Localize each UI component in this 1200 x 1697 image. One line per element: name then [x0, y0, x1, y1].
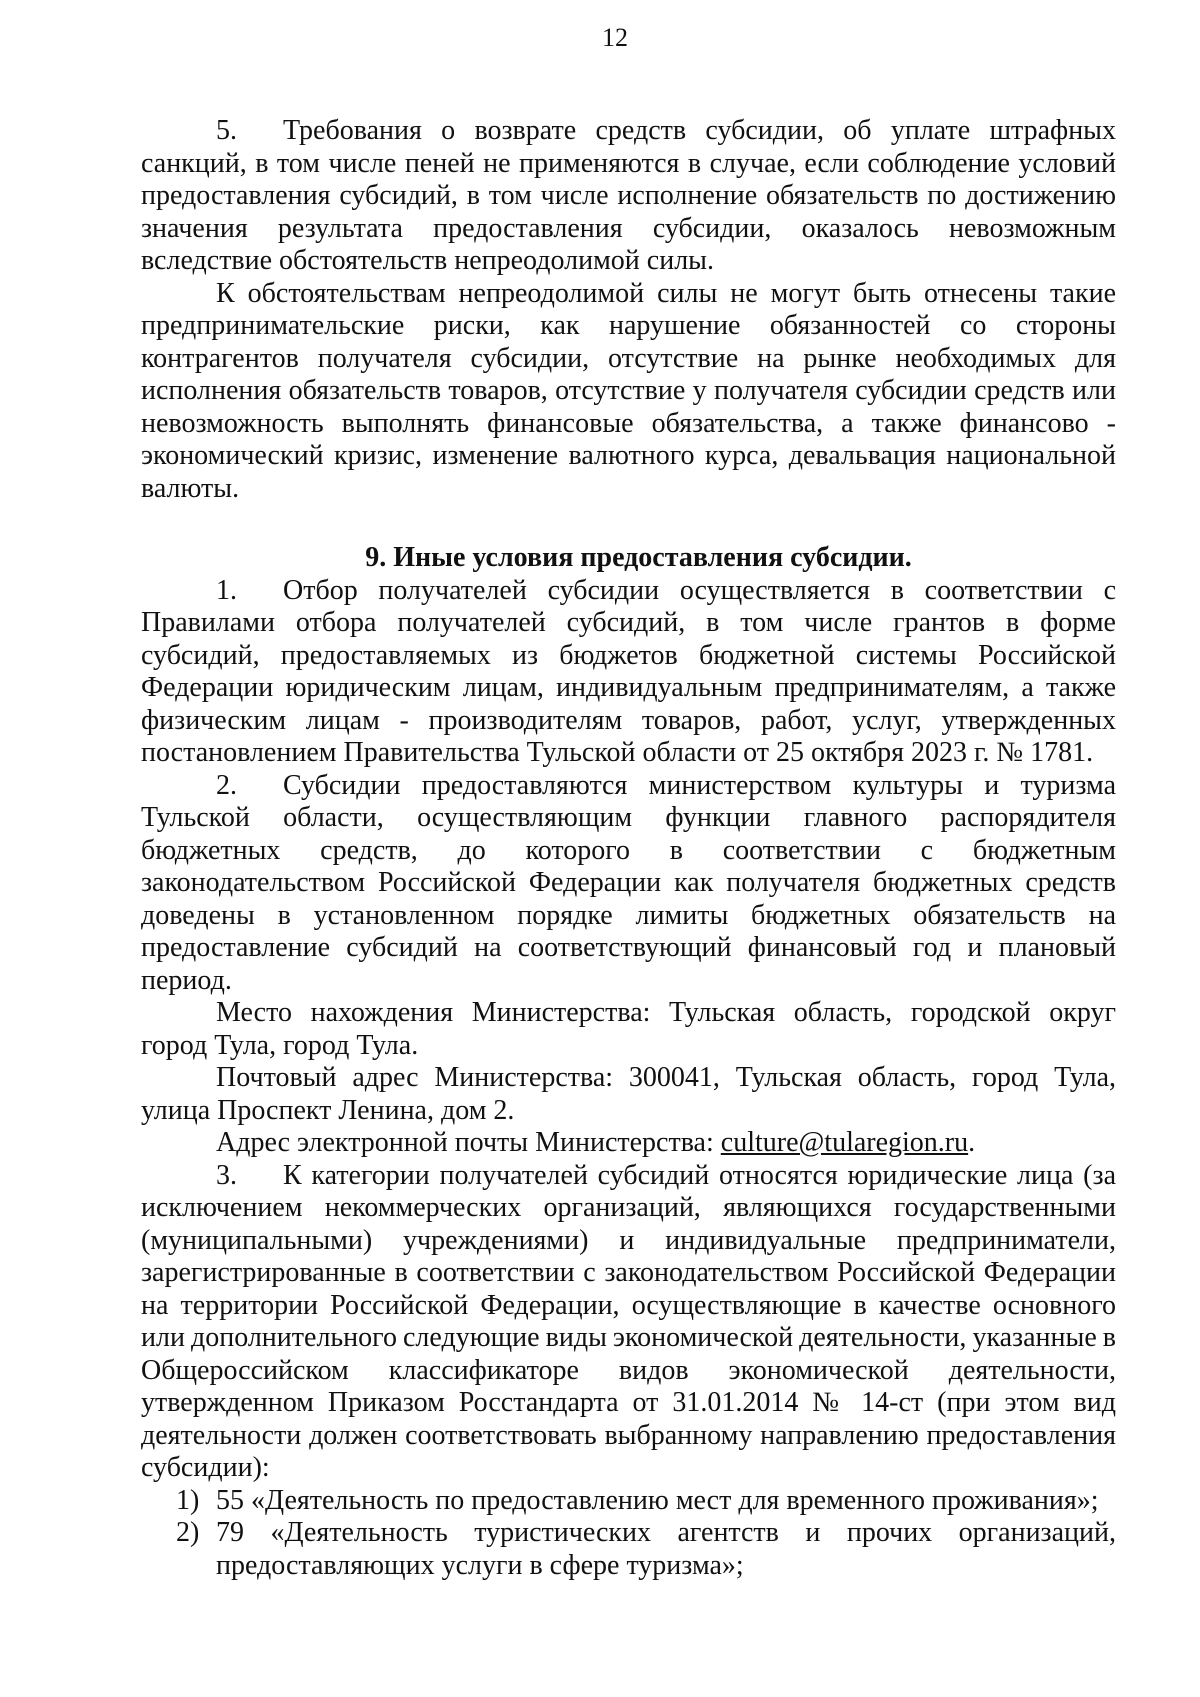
paragraph-text: Требования о возврате средств субсидии, об уплате штрафных санкций, в том числе пеней не применяются в случае, если соблюдение условий предоставления субсидий, в том числе исполнение обязательств по достижению значения результата предоставления субсидии, оказалось невозможным вследствие обстоятельств непреодолимой силы.: [141, 115, 1116, 276]
list-item-text: 55 «Деятельность по предоставлению мест для временного проживания»;: [216, 1484, 1099, 1516]
list-item: [176, 1485, 1116, 1518]
list-item-text: 79 «Деятельность туристических агентств и прочих организаций, предоставляющих услуги в сфере туризма»;: [216, 1517, 1116, 1581]
paragraph-number: 3.: [216, 1159, 237, 1191]
email-label: Адрес электронной почты Министерства:: [216, 1127, 721, 1158]
force-majeure-paragraph: К обстоятельствам непреодолимой силы не могут быть отнесены такие предпринимательские риски, как нарушение обязанностей со стороны контрагентов получателя субсидии, отсутствие на рынке необходимых для исполнения обязательств товаров, отсутствие у получателя субсидии средств или невозможность выполнять финансовые обязательства, а также финансово - экономический кризис, изменение валютного курса, девальвация национальной валюты.: [141, 277, 1116, 504]
paragraph-number: 1.: [216, 574, 237, 606]
email-end: .: [968, 1127, 976, 1158]
paragraph-9-3: [141, 1160, 1116, 1485]
page-number: 12: [602, 23, 628, 52]
paragraph-number: 5.: [216, 115, 237, 146]
paragraph-number: 2.: [216, 769, 237, 801]
paragraph-text: К категории получателей субсидий относятся юридические лица (за исключением некоммерческих организаций, являющихся государственными (муниципальными) учреждениями) и индивидуальные предприниматели, зарегистрированные в соответствии с законодательством Российской Федерации на территории Российской Федерации, осуществляющие в качестве основного или дополнительного следующие виды экономической деятельности, указанные в Общероссийском классификаторе видов экономической деятельности, утвержденном Приказом Росстандарта от 31.01.2014 № 14-ст (при этом вид деятельности должен соответствовать выбранному направлению предоставления субсидии):: [141, 1159, 1116, 1483]
list-marker: 2): [176, 1517, 200, 1548]
paragraph-9-2: [141, 770, 1116, 998]
page-content: [141, 115, 1116, 1582]
ministry-location: Место нахождения Министерства: Тульская область, городской округ город Тула, город Тула.: [141, 997, 1116, 1061]
paragraph-5: [141, 115, 1116, 278]
paragraph-text: Отбор получателей субсидии осуществляется в соответствии с Правилами отбора получателей субсидий, в том числе грантов в форме субсидий, предоставляемых из бюджетов бюджетной системы Российской Федерации юридическим лицам, индивидуальным предпринимателям, а также физическим лицам - производителям товаров, работ, услуг, утвержденных постановлением Правительства Тульской области от 25 октября 2023 г. № 1781.: [141, 574, 1116, 768]
paragraph-9-1: [141, 575, 1116, 770]
ministry-email-line: [141, 1127, 1116, 1160]
paragraph-text: Субсидии предоставляются министерством культуры и туризма Тульской области, осуществляющим функции главного распорядителя бюджетных средств, до которого в соответствии с бюджетным законодательством Российской Федерации как получателя бюджетных средств доведены в установленном порядке лимиты бюджетных обязательств на предоставление субсидий на соответствующий финансовый год и плановый период.: [141, 769, 1116, 996]
email-link[interactable]: culture@tularegion.ru: [720, 1127, 969, 1158]
list-marker: 1): [176, 1484, 200, 1516]
list-item: [176, 1517, 1116, 1582]
section-heading: 9. Иные условия предоставления субсидии.: [365, 542, 912, 573]
ministry-postal-address: Почтовый адрес Министерства: 300041, Тульская область, город Тула, улица Проспект Ленина, дом 2.: [141, 1062, 1116, 1126]
